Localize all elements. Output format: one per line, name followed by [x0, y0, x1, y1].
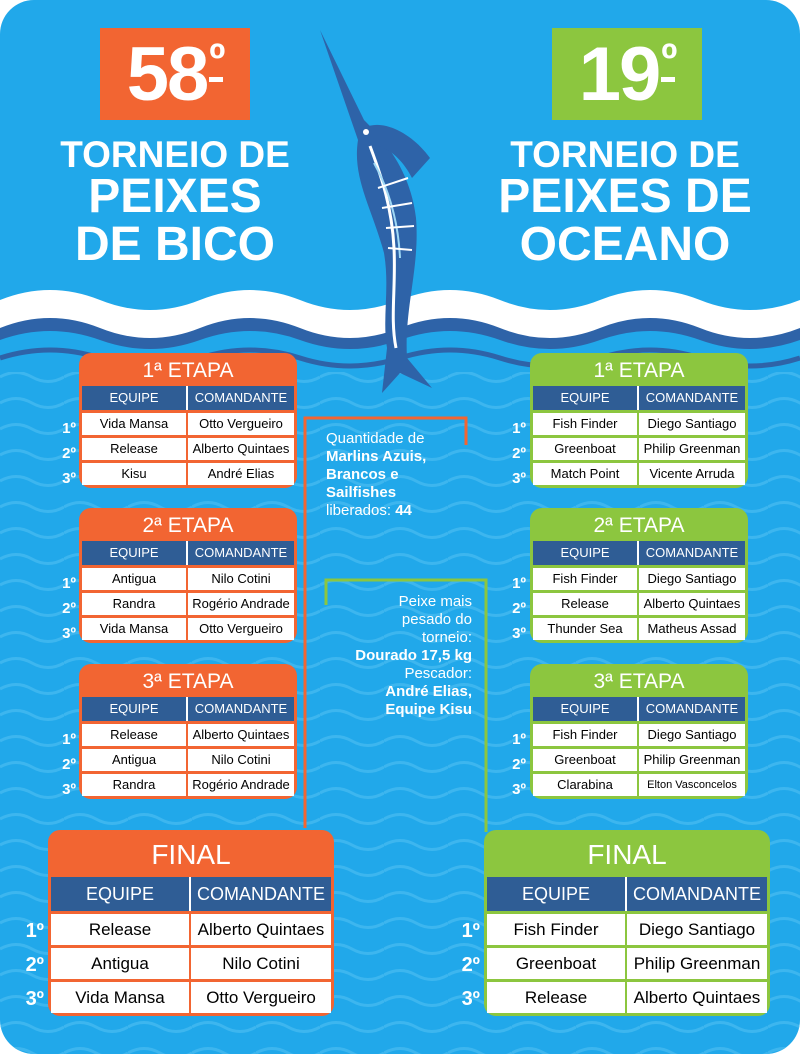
info2-line5: Pescador:: [404, 665, 472, 682]
captain-cell: Diego Santiago: [638, 920, 756, 939]
col-captain-header: COMANDANTE: [196, 884, 325, 904]
captain-cell: Alberto Quintaes: [192, 441, 290, 456]
team-cell: Greenboat: [487, 948, 627, 979]
rank-label: 1º: [62, 731, 76, 748]
captain-cell: Diego Santiago: [647, 727, 737, 742]
rank-label: 3º: [25, 988, 44, 1010]
right-title-line2: PEIXES DE: [498, 170, 752, 223]
table-row: [82, 438, 294, 460]
right-stage2-panel: [530, 508, 748, 643]
team-cell: Match Point: [533, 463, 639, 485]
table-row: [82, 774, 294, 796]
left-stage2-panel: [79, 508, 297, 643]
rank-label: 2º: [25, 954, 44, 976]
team-cell: Greenboat: [533, 749, 639, 771]
col-team-header: EQUIPE: [533, 386, 639, 410]
captain-cell: André Elias: [207, 466, 275, 481]
rank-label: 2º: [512, 756, 526, 773]
col-captain-header: COMANDANTE: [645, 701, 739, 716]
captain-cell: Nilo Cotini: [211, 571, 271, 586]
team-cell: Vida Mansa: [82, 618, 188, 640]
rank-label: 1º: [62, 575, 76, 592]
team-cell: Fish Finder: [487, 914, 627, 945]
team-cell: Randra: [82, 593, 188, 615]
left-stage2-title: 2ª ETAPA: [142, 514, 234, 537]
captain-cell: Diego Santiago: [647, 416, 737, 431]
info-heaviest-fish: [318, 593, 472, 719]
captain-cell: Elton Vasconcelos: [647, 779, 737, 791]
rank-label: 1º: [512, 731, 526, 748]
captain-cell: Alberto Quintaes: [643, 596, 741, 611]
col-team-header: EQUIPE: [487, 877, 627, 911]
team-cell: Release: [82, 438, 188, 460]
captain-cell: Philip Greenman: [643, 752, 741, 767]
captain-cell: Otto Vergueiro: [199, 621, 283, 636]
rank-label: 2º: [461, 954, 480, 976]
left-final-header: [51, 877, 331, 911]
col-captain-header: COMANDANTE: [194, 545, 288, 560]
team-cell: Antigua: [82, 568, 188, 590]
table-row: [82, 463, 294, 485]
col-captain-header: COMANDANTE: [645, 390, 739, 405]
team-cell: Antigua: [51, 948, 191, 979]
col-team-header: EQUIPE: [533, 697, 639, 721]
info1-line2: Marlins Azuis,: [326, 448, 427, 465]
left-edition-ordinal: º: [209, 34, 224, 84]
team-cell: Kisu: [82, 463, 188, 485]
right-stage3-panel: [530, 664, 748, 799]
rank-label: 2º: [512, 600, 526, 617]
left-stage3-panel: [79, 664, 297, 799]
info1-line3: Brancos e: [326, 466, 399, 483]
info1-line4: Sailfishes: [326, 484, 397, 501]
right-stage1-panel: [530, 353, 748, 488]
left-final-title: FINAL: [151, 839, 231, 870]
table-row: [533, 413, 745, 435]
table-row: [533, 438, 745, 460]
col-captain-header: COMANDANTE: [632, 884, 761, 904]
info1-line1: Quantidade de: [326, 430, 425, 447]
info1-line5-label: liberados:: [326, 502, 392, 519]
captain-cell: Otto Vergueiro: [206, 988, 316, 1007]
team-cell: Antigua: [82, 749, 188, 771]
table-row: [533, 724, 745, 746]
rank-label: 3º: [62, 470, 76, 487]
rank-label: 3º: [512, 470, 526, 487]
left-stage3-header: [82, 697, 294, 721]
team-cell: Randra: [82, 774, 188, 796]
rank-label: 3º: [62, 781, 76, 798]
table-row: [487, 948, 767, 979]
left-title-line1: TORNEIO DE: [60, 134, 290, 175]
right-stage3-header: [533, 697, 745, 721]
col-captain-header: COMANDANTE: [194, 390, 288, 405]
table-row: [533, 593, 745, 615]
info1-line5-value: 44: [395, 502, 412, 519]
table-row: [82, 749, 294, 771]
rank-label: 2º: [62, 445, 76, 462]
rank-label: 1º: [512, 575, 526, 592]
col-team-header: EQUIPE: [51, 877, 191, 911]
info2-line6: André Elias,: [385, 683, 472, 700]
info2-line2: pesado do: [401, 611, 472, 628]
right-edition-number: 19: [578, 31, 660, 117]
team-cell: Greenboat: [533, 438, 639, 460]
col-team-header: EQUIPE: [82, 541, 188, 565]
right-stage2-title: 2ª ETAPA: [593, 514, 685, 537]
team-cell: Vida Mansa: [51, 982, 191, 1013]
col-captain-header: COMANDANTE: [645, 545, 739, 560]
table-row: [487, 914, 767, 945]
left-edition-number: 58: [126, 31, 208, 117]
captain-cell: Nilo Cotini: [211, 752, 271, 767]
table-row: [82, 724, 294, 746]
right-stage3-title: 3ª ETAPA: [593, 670, 685, 693]
captain-cell: Otto Vergueiro: [199, 416, 283, 431]
captain-cell: Rogério Andrade: [192, 596, 290, 611]
rank-label: 1º: [25, 920, 44, 942]
captain-cell: Vicente Arruda: [649, 466, 735, 481]
table-row: [82, 413, 294, 435]
rank-label: 1º: [62, 420, 76, 437]
info-marlins-released: [326, 430, 476, 520]
rank-label: 3º: [461, 988, 480, 1010]
col-captain-header: COMANDANTE: [194, 701, 288, 716]
captain-cell: Nilo Cotini: [222, 954, 300, 973]
rank-label: 2º: [512, 445, 526, 462]
right-final-panel: [484, 830, 770, 1016]
left-stage2-header: [82, 541, 294, 565]
info2-line3: torneio:: [421, 629, 472, 646]
right-title-line1: TORNEIO DE: [510, 134, 740, 175]
left-stage3-title: 3ª ETAPA: [142, 670, 234, 693]
rank-label: 2º: [62, 600, 76, 617]
team-cell: Release: [51, 914, 191, 945]
captain-cell: Matheus Assad: [647, 621, 737, 636]
info2-line4: Dourado 17,5 kg: [355, 647, 472, 664]
right-stage2-header: [533, 541, 745, 565]
right-stage1-title: 1ª ETAPA: [593, 359, 685, 382]
captain-cell: Rogério Andrade: [192, 777, 290, 792]
team-cell: Release: [82, 724, 188, 746]
rank-label: 3º: [62, 625, 76, 642]
table-row: [51, 982, 331, 1013]
rank-label: 3º: [512, 781, 526, 798]
captain-cell: Philip Greenman: [633, 954, 761, 973]
team-cell: Release: [487, 982, 627, 1013]
left-stage1-panel: [79, 353, 297, 488]
left-stage1-header: [82, 386, 294, 410]
table-row: [487, 982, 767, 1013]
right-final-header: [487, 877, 767, 911]
team-cell: Fish Finder: [533, 413, 639, 435]
table-row: [51, 948, 331, 979]
table-row: [82, 593, 294, 615]
col-team-header: EQUIPE: [82, 386, 188, 410]
captain-cell: Alberto Quintaes: [192, 727, 290, 742]
right-edition-ordinal: º: [661, 34, 676, 84]
left-title-line3: DE BICO: [74, 218, 275, 271]
info2-line7: Equipe Kisu: [385, 701, 472, 718]
left-stage1-title: 1ª ETAPA: [142, 359, 234, 382]
info2-line1: Peixe mais: [398, 593, 472, 610]
table-row: [82, 618, 294, 640]
table-row: [533, 463, 745, 485]
left-title-line2: PEIXES: [88, 170, 262, 223]
team-cell: Vida Mansa: [82, 413, 188, 435]
table-row: [533, 568, 745, 590]
col-team-header: EQUIPE: [533, 541, 639, 565]
rank-label: 3º: [512, 625, 526, 642]
right-final-title: FINAL: [587, 839, 667, 870]
team-cell: Release: [533, 593, 639, 615]
col-team-header: EQUIPE: [82, 697, 188, 721]
rank-label: 1º: [512, 420, 526, 437]
captain-cell: Alberto Quintaes: [197, 920, 325, 939]
captain-cell: Philip Greenman: [643, 441, 741, 456]
captain-cell: Diego Santiago: [647, 571, 737, 586]
left-final-panel: [48, 830, 334, 1016]
team-cell: Clarabina: [533, 774, 639, 796]
table-row: [82, 568, 294, 590]
right-stage1-header: [533, 386, 745, 410]
captain-cell: Alberto Quintaes: [633, 988, 761, 1007]
rank-label: 2º: [62, 756, 76, 773]
team-cell: Fish Finder: [533, 568, 639, 590]
table-row: [533, 618, 745, 640]
table-row: [533, 749, 745, 771]
team-cell: Thunder Sea: [533, 618, 639, 640]
table-row: [533, 774, 745, 796]
right-title-line3: OCEANO: [519, 218, 731, 271]
team-cell: Fish Finder: [533, 724, 639, 746]
rank-label: 1º: [461, 920, 480, 942]
table-row: [51, 914, 331, 945]
